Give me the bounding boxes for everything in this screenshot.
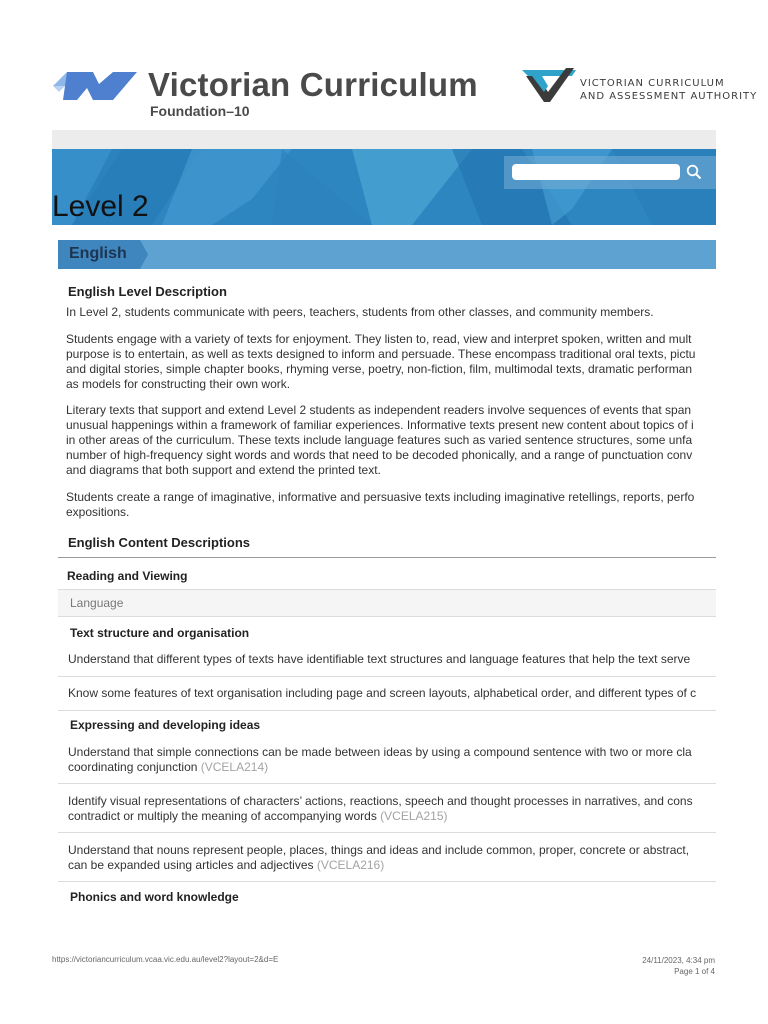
footer-url: https://victoriancurriculum.vcaa.vic.edu.au/level2?layout=2&d=E bbox=[52, 955, 279, 964]
text-line: purpose is to entertain, as well as texts designed to inform and persuade. These encompass traditional oral texts, pictu bbox=[66, 347, 696, 361]
nav-strip bbox=[52, 130, 716, 149]
level-description-paragraph bbox=[66, 403, 766, 478]
page-title: Level 2 bbox=[52, 190, 149, 223]
divider bbox=[58, 710, 716, 711]
site-subtitle: Foundation–10 bbox=[150, 103, 250, 119]
subject-tab-english[interactable]: English bbox=[69, 245, 127, 262]
site-title[interactable]: Victorian Curriculum bbox=[148, 66, 478, 103]
content-code[interactable]: (VCELA214) bbox=[200, 760, 269, 774]
content-descriptions-heading: English Content Descriptions bbox=[68, 535, 251, 550]
vcaa-wordmark bbox=[580, 77, 757, 103]
text-line: Identify visual representations of characters’ actions, reactions, speech and thought processes in narratives, and cons bbox=[68, 794, 693, 808]
level-description-paragraph bbox=[66, 332, 766, 392]
divider bbox=[58, 881, 716, 882]
text-line: and diagrams that both support and extend the printed text. bbox=[66, 463, 381, 477]
text-line: Literary texts that support and extend Level 2 students as independent readers involve sequences of events that span bbox=[66, 403, 692, 417]
text-line: Understand that simple connections can be made between ideas by using a compound sentence with two or more cla bbox=[68, 745, 692, 759]
text-line: Students engage with a variety of texts for enjoyment. They listen to, read, view and interpret spoken, written and mult bbox=[66, 332, 692, 346]
text-line: Understand that different types of texts have identifiable text structures and language features that help the text serve bbox=[68, 652, 691, 666]
text-line: Students create a range of imaginative, informative and persuasive texts including imaginative retellings, reports, perfo bbox=[66, 490, 695, 504]
strand-heading: Reading and Viewing bbox=[67, 569, 188, 583]
text-line: and digital stories, simple chapter books, rhyming verse, poetry, non-fiction, film, multimodal texts, dramatic performan bbox=[66, 362, 693, 376]
level-description-paragraph bbox=[66, 305, 766, 320]
text-line: as models for constructing their own work. bbox=[66, 377, 291, 391]
text-line bbox=[68, 760, 692, 775]
content-description[interactable] bbox=[68, 794, 693, 824]
text-line: Know some features of text organisation including page and screen layouts, alphabetical order, and different types of c bbox=[68, 686, 697, 700]
text-line bbox=[68, 809, 693, 824]
level-description-heading: English Level Description bbox=[68, 284, 227, 299]
text-line: In Level 2, students communicate with peers, teachers, students from other classes, and community members. bbox=[66, 305, 654, 319]
text-line bbox=[68, 858, 689, 873]
vcaa-logo-icon bbox=[522, 68, 576, 102]
text-line: unusual happenings within a framework of familiar experiences. Informative texts present new content about topics of i bbox=[66, 418, 694, 432]
substrand-heading: Language bbox=[70, 596, 124, 610]
content-code[interactable]: (VCELA216) bbox=[316, 858, 385, 872]
content-description[interactable] bbox=[68, 745, 692, 775]
vcaa-line-1: VICTORIAN CURRICULUM bbox=[580, 78, 725, 89]
divider bbox=[58, 832, 716, 833]
vcaa-line-2: AND ASSESSMENT AUTHORITY bbox=[580, 91, 758, 102]
text-line: in other areas of the curriculum. These texts include language features such as varied sentence structures, some unfa bbox=[66, 433, 693, 447]
thread-heading: Expressing and developing ideas bbox=[70, 718, 261, 732]
divider bbox=[58, 676, 716, 677]
footer-meta bbox=[642, 955, 715, 977]
subject-bar bbox=[58, 240, 716, 269]
divider bbox=[58, 616, 716, 617]
text-span: can be expanded using articles and adjectives bbox=[68, 858, 317, 872]
thread-heading: Text structure and organisation bbox=[70, 626, 250, 640]
footer-page-number: Page 1 of 4 bbox=[674, 967, 715, 976]
thread-heading: Phonics and word knowledge bbox=[70, 890, 239, 904]
footer-timestamp: 24/11/2023, 4:34 pm bbox=[642, 956, 715, 965]
text-line: expositions. bbox=[66, 505, 130, 519]
victorian-curriculum-logo-icon bbox=[53, 70, 137, 102]
text-line: Understand that nouns represent people, places, things and ideas and include common, proper, concrete or abstract, bbox=[68, 843, 690, 857]
content-code[interactable]: (VCELA215) bbox=[380, 809, 448, 823]
level-description-paragraph bbox=[66, 490, 766, 520]
text-span: coordinating conjunction bbox=[68, 760, 201, 774]
text-span: contradict or multiply the meaning of accompanying words bbox=[68, 809, 381, 823]
search-input[interactable] bbox=[512, 164, 680, 180]
text-line: number of high-frequency sight words and words that need to be decoded phonically, and a range of punctuation conv bbox=[66, 448, 693, 462]
search-icon[interactable] bbox=[686, 164, 702, 180]
divider bbox=[58, 783, 716, 784]
content-description[interactable] bbox=[68, 843, 689, 873]
divider bbox=[58, 557, 716, 558]
content-description[interactable] bbox=[68, 686, 696, 701]
content-description[interactable] bbox=[68, 652, 690, 667]
substrand-row bbox=[58, 590, 716, 616]
